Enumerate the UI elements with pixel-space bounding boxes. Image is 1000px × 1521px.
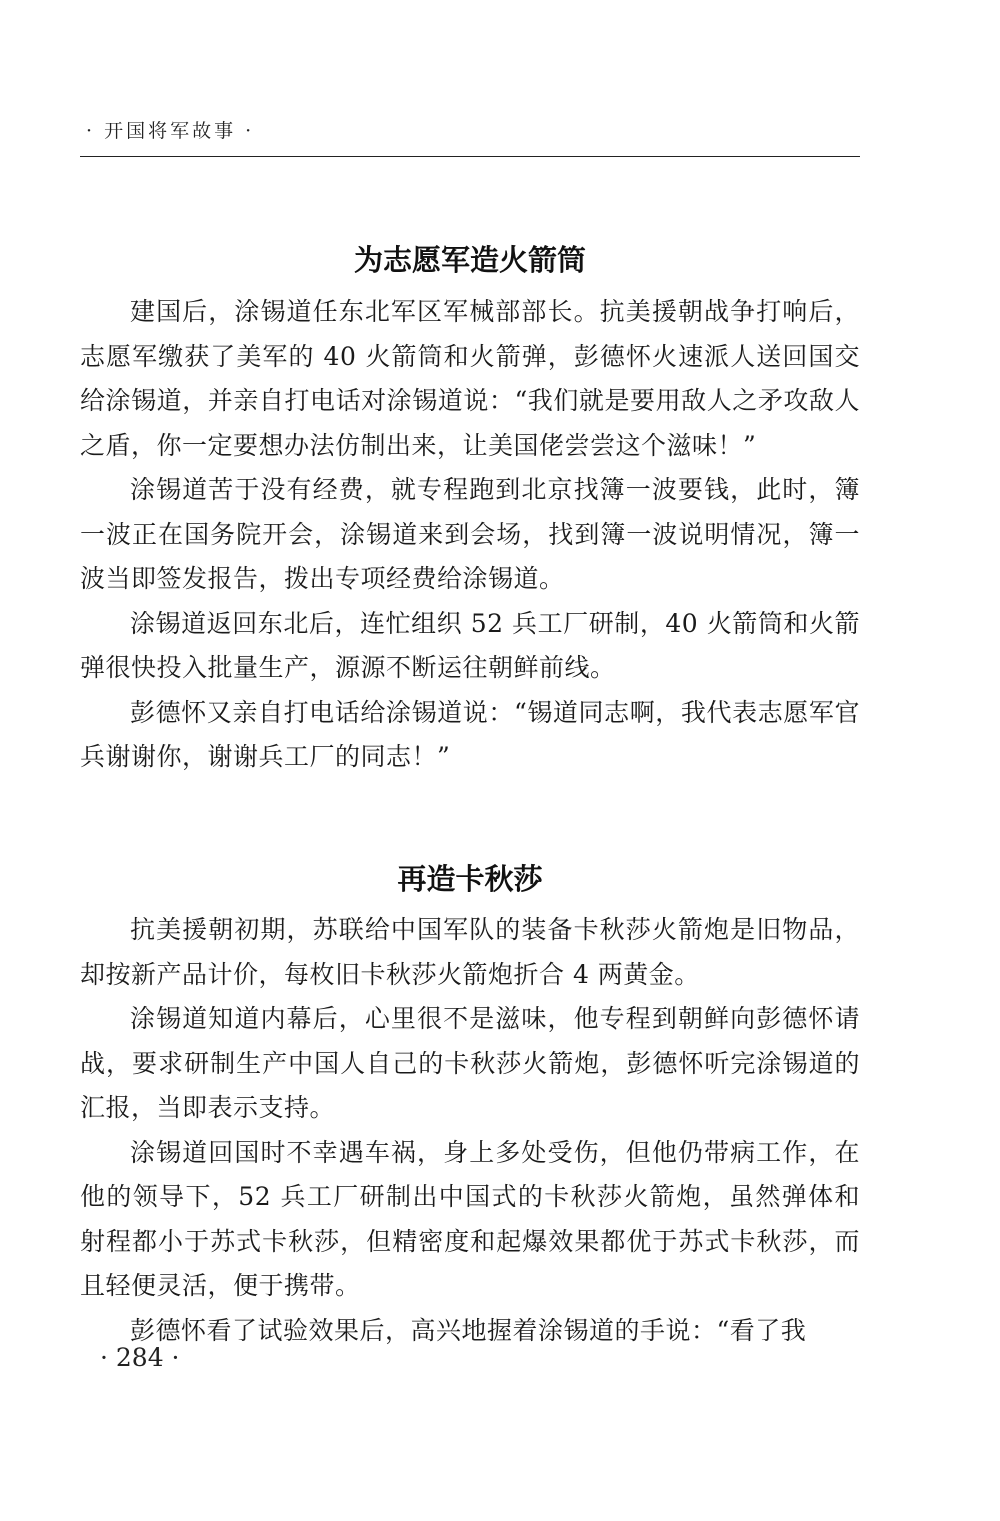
paragraph: 彭德怀看了试验效果后，高兴地握着涂锡道的手说：“看了我 <box>130 1315 807 1345</box>
paragraph: 涂锡道知道内幕后，心里很不是滋味，他专程到朝鲜向彭德怀请战，要求研制生产中国人自己的卡秋莎火箭炮，彭德怀听完涂锡道的汇报，当即表示支持。 <box>80 1004 860 1122</box>
paragraph: 涂锡道返回东北后，连忙组织 52 兵工厂研制，40 火箭筒和火箭弹很快投入批量生产，源源不断运往朝鲜前线。 <box>80 608 860 682</box>
paragraph: 彭德怀又亲自打电话给涂锡道说：“锡道同志啊，我代表志愿军官兵谢谢你，谢谢兵工厂的同志！” <box>80 697 860 771</box>
running-head-title: · 开国将军故事 · <box>86 120 255 142</box>
paragraph: 涂锡道回国时不幸遇车祸，身上多处受伤，但他仍带病工作，在他的领导下，52 兵工厂研制出中国式的卡秋莎火箭炮，虽然弹体和射程都小于苏式卡秋莎，但精密度和起爆效果都优于苏式卡秋莎，而且轻便灵活，便于携带。 <box>80 1137 860 1300</box>
paragraph: 抗美援朝初期，苏联给中国军队的装备卡秋莎火箭炮是旧物品，却按新产品计价，每枚旧卡秋莎火箭炮折合 4 两黄金。 <box>80 915 860 989</box>
header-rule <box>80 156 860 157</box>
section-title-katyusha: 再造卡秋莎 <box>397 862 543 896</box>
section-body-katyusha <box>80 908 860 1353</box>
section-body-rocket-launcher <box>80 290 860 780</box>
section-title-rocket-launcher: 为志愿军造火箭筒 <box>353 243 586 277</box>
paragraph: 建国后，涂锡道任东北军区军械部部长。抗美援朝战争打响后，志愿军缴获了美军的 40 火箭筒和火箭弹，彭德怀火速派人送回国交给涂锡道，并亲自打电话对涂锡道说：“我们就是要用敌人之矛攻敌人之盾，你一定要想办法仿制出来，让美国佬尝尝这个滋味！” <box>80 297 860 460</box>
paragraph: 涂锡道苦于没有经费，就专程跑到北京找簿一波要钱，此时，簿一波正在国务院开会，涂锡道来到会场，找到簿一波说明情况，簿一波当即签发报告，拨出专项经费给涂锡道。 <box>80 475 860 593</box>
page-number: · 284 · <box>100 1343 180 1372</box>
